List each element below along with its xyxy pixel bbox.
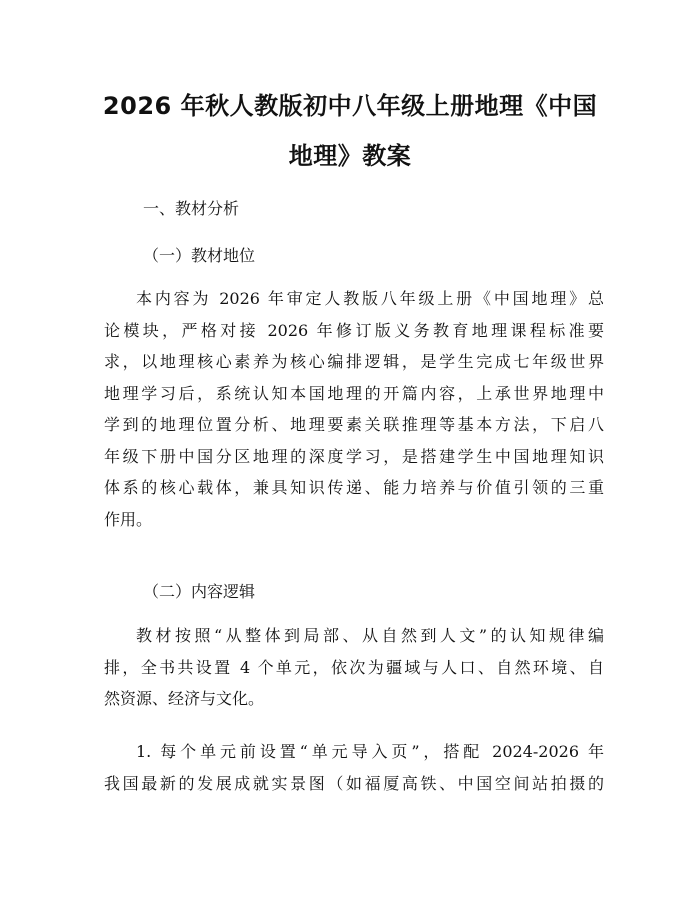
paragraph-line: 学到的地理位置分析、地理要素关联推理等基本方法，下启八 [104, 415, 604, 434]
paragraph-line: 作用。 [104, 509, 153, 529]
document-title-line-2: 地理》教案 [288, 142, 412, 170]
paragraph-line: 1. 每个单元前设置“单元导入页”，搭配 2024-2026 年 [136, 742, 604, 761]
paragraph-line: 论模块，严格对接 2026 年修订版义务教育地理课程标准要 [104, 320, 604, 340]
paragraph-content-logic [104, 620, 604, 715]
paragraph-line: 教材按照“从整体到局部、从自然到人文”的认知规律编 [136, 626, 604, 645]
paragraph-textbook-position [104, 283, 604, 535]
paragraph-line: 我国最新的发展成就实景图（如福厦高铁、中国空间站拍摄的 [104, 773, 604, 793]
document-title-line-1: 2026 年秋人教版初中八年级上册地理《中国 [102, 92, 598, 120]
subsection-heading-content-logic: （二）内容逻辑 [143, 582, 256, 601]
paragraph-line: 然资源、经济与文化。 [104, 689, 265, 708]
paragraph-line: 体系的核心载体，兼具知识传递、能力培养与价值引领的三重 [104, 478, 604, 497]
paragraph-line: 求，以地理核心素养为核心编排逻辑，是学生完成七年级世界 [104, 352, 604, 371]
subsection-heading-textbook-position: （一）教材地位 [143, 246, 256, 265]
paragraph-unit-intro [104, 736, 604, 799]
paragraph-line: 本内容为 2026 年审定人教版八年级上册《中国地理》总 [136, 289, 604, 308]
paragraph-line: 排，全书共设置 4 个单元，依次为疆域与人口、自然环境、自 [104, 657, 604, 677]
section-heading-textbook-analysis: 一、教材分析 [143, 199, 240, 218]
paragraph-line: 年级下册中国分区地理的深度学习，是搭建学生中国地理知识 [104, 446, 604, 466]
paragraph-line: 地理学习后，系统认知本国地理的开篇内容，上承世界地理中 [104, 383, 604, 403]
